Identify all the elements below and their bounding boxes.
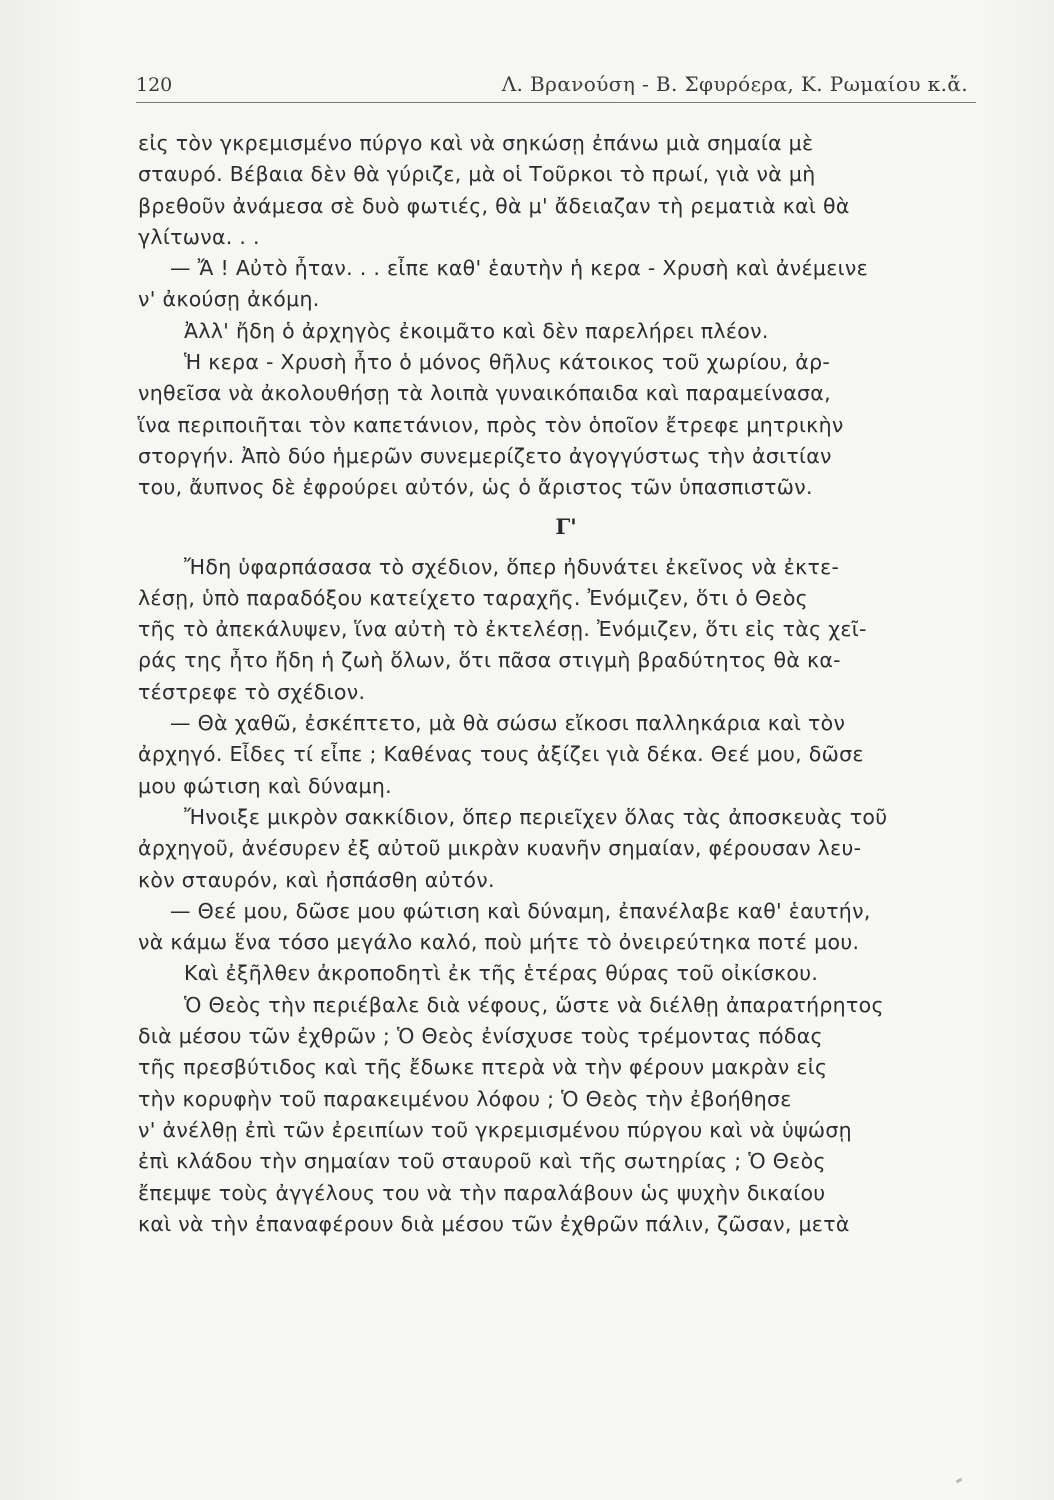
text-line: ἀρχηγοῦ, ἀνέσυρεν ἐξ αὐτοῦ μικρὰν κυανῆν σημαίαν, φέρουσαν λευ- (138, 836, 862, 861)
text-line: ἵνα περιποιῆται τὸν καπετάνιον, πρὸς τὸν ὁποῖον ἔτρεφε μητρικὴν (138, 412, 844, 437)
text-line: νὰ κάμω ἕνα τόσο μεγάλο καλό, ποὺ μήτε τὸ ὀνειρεύτηκα ποτέ μου. (138, 930, 860, 955)
page-number: 120 (136, 74, 173, 96)
text-line: ἀρχηγό. Εἶδες τί εἶπε ; Καθένας τους ἀξίζει γιὰ δέκα. Θεέ μου, δῶσε (138, 742, 864, 767)
text-line: τὴν κορυφὴν τοῦ παρακειμένου λόφου ; Ὁ Θεὸς τὴν ἐβοήθησε (138, 1086, 792, 1111)
text-line: του, ἄυπνος δὲ ἐφρούρει αὐτόν, ὡς ὁ ἄριστος τῶν ὑπασπιστῶν. (138, 475, 813, 500)
text-line: ν' ἀκούσῃ ἀκόμη. (138, 287, 320, 312)
text-line: Ἤδη ὑφαρπάσασα τὸ σχέδιον, ὅπερ ἠδυνάτει ἐκεῖνος νὰ ἐκτε- (184, 554, 840, 579)
paper-speck (956, 1478, 963, 1484)
text-line: στοργήν. Ἀπὸ δύο ἡμερῶν συνεμερίζετο ἀγογγύστως τὴν ἀσιτίαν (138, 443, 832, 468)
text-line: σταυρό. Βέβαια δὲν θὰ γύριζε, μὰ οἱ Τοῦρκοι τὸ πρωί, γιὰ νὰ μὴ (138, 162, 816, 187)
text-line: Ἤνοιξε μικρὸν σακκίδιον, ὅπερ περιεῖχεν ὅλας τὰς ἀποσκευὰς τοῦ (184, 804, 888, 829)
text-line: γλίτωνα. . . (138, 224, 260, 249)
section-heading: Γ' (555, 513, 577, 539)
text-line: τέστρεφε τὸ σχέδιον. (138, 679, 366, 704)
text-line: — Θὰ χαθῶ, ἐσκέπτετο, μὰ θὰ σώσω εἴκοσι παλληκάρια καὶ τὸν (170, 711, 846, 736)
text-line: ν' ἀνέλθῃ ἐπὶ τῶν ἐρειπίων τοῦ γκρεμισμένου πύργου καὶ νὰ ὑψώσῃ (138, 1117, 852, 1142)
text-line: ράς της ἦτο ἤδη ἡ ζωὴ ὅλων, ὅτι πᾶσα στιγμὴ βραδύτητος θὰ κα- (138, 648, 841, 673)
text-line: βρεθοῦν ἀνάμεσα σὲ δυὸ φωτιές, θὰ μ' ἄδειαζαν τὴ ρεματιὰ καὶ θὰ (138, 193, 850, 218)
text-line: εἰς τὸν γκρεμισμένο πύργο καὶ νὰ σηκώσῃ ἐπάνω μιὰ σημαία μὲ (138, 131, 814, 155)
text-line: διὰ μέσου τῶν ἐχθρῶν ; Ὁ Θεὸς ἐνίσχυσε τοὺς τρέμοντας πόδας (138, 1024, 823, 1049)
text-line: νηθεῖσα νὰ ἀκολουθήσῃ τὰ λοιπὰ γυναικόπαιδα καὶ παραμείνασα, (138, 381, 831, 406)
text-line: Καὶ ἐξῆλθεν ἀκροποδητὶ ἐκ τῆς ἑτέρας θύρας τοῦ οἰκίσκου. (184, 961, 819, 986)
text-line: Ὁ Θεὸς τὴν περιέβαλε διὰ νέφους, ὥστε νὰ διέλθῃ ἀπαρατήρητος (184, 992, 884, 1017)
text-line: κὸν σταυρόν, καὶ ἠσπάσθη αὐτόν. (138, 867, 495, 892)
text-line: μου φώτιση καὶ δύναμη. (138, 773, 393, 798)
running-head: Λ. Βρανούση - Β. Σφυρόερα, Κ. Ρωμαίου κ.ἄ. (501, 72, 968, 96)
page-header (136, 72, 976, 103)
text-line: — Θεέ μου, δῶσε μου φώτιση καὶ δύναμη, ἐπανέλαβε καθ' ἑαυτήν, (170, 898, 871, 923)
text-line: λέσῃ, ὑπὸ παραδόξου κατείχετο ταραχῆς. Ἐνόμιζεν, ὅτι ὁ Θεὸς (138, 585, 809, 610)
text-line: ἔπεμψε τοὺς ἀγγέλους του νὰ τὴν παραλάβουν ὡς ψυχὴν δικαίου (138, 1180, 826, 1205)
text-line: Ἡ κερα - Χρυσὴ ἦτο ὁ μόνος θῆλυς κάτοικος τοῦ χωρίου, ἀρ- (184, 350, 831, 375)
text-line: τῆς τὸ ἀπεκάλυψεν, ἵνα αὐτὴ τὸ ἐκτελέσῃ. Ἐνόμιζεν, ὅτι εἰς τὰς χεῖ- (138, 617, 867, 642)
text-line: τῆς πρεσβύτιδος καὶ τῆς ἔδωκε πτερὰ νὰ τὴν φέρουν μακρὰν εἰς (138, 1055, 828, 1080)
text-line: καὶ νὰ τὴν ἐπαναφέρουν διὰ μέσου τῶν ἐχθρῶν πάλιν, ζῶσαν, μετὰ (138, 1211, 850, 1236)
text-line: ἐπὶ κλάδου τὴν σημαίαν τοῦ σταυροῦ καὶ τῆς σωτηρίας ; Ὁ Θεὸς (138, 1149, 826, 1174)
text-line: — Ἄ ! Αὐτὸ ἦταν. . . εἶπε καθ' ἑαυτὴν ἡ κερα - Χρυσὴ καὶ ἀνέμεινε (170, 256, 868, 281)
text-line: Ἀλλ' ἤδη ὁ ἀρχηγὸς ἐκοιμᾶτο καὶ δὲν παρελήρει πλέον. (184, 318, 769, 343)
page-body (138, 128, 986, 1240)
